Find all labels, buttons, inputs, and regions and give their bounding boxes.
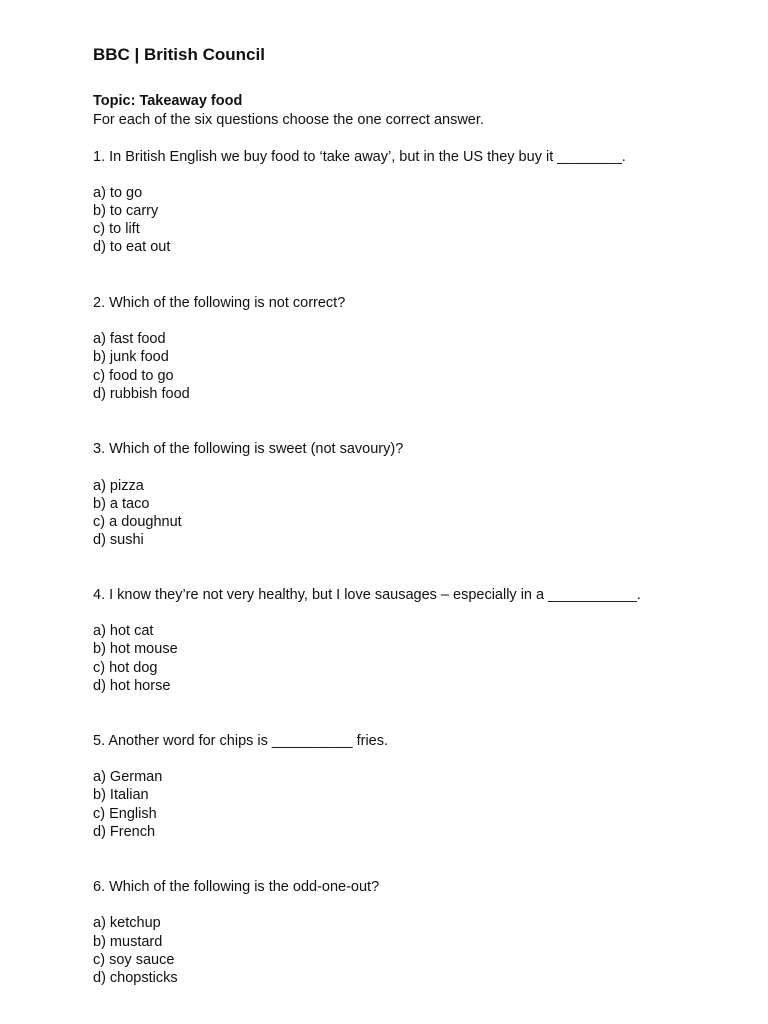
- answer-option: b) mustard: [93, 934, 163, 950]
- answer-option: c) to lift: [93, 221, 140, 237]
- worksheet-page: [93, 0, 743, 1024]
- answer-option: d) chopsticks: [93, 970, 178, 986]
- document-title: BBC | British Council: [93, 45, 265, 64]
- answer-option: c) English: [93, 806, 157, 822]
- answer-option: d) sushi: [93, 532, 144, 548]
- answer-option: b) junk food: [93, 349, 169, 365]
- answer-option: b) a taco: [93, 496, 150, 512]
- answer-option: c) food to go: [93, 368, 174, 384]
- answer-option: d) to eat out: [93, 239, 171, 255]
- answer-option: c) a doughnut: [93, 514, 182, 530]
- answer-option: a) hot cat: [93, 623, 154, 639]
- question-text: 3. Which of the following is sweet (not savoury)?: [93, 441, 404, 457]
- answer-option: a) to go: [93, 185, 143, 201]
- answer-option: d) hot horse: [93, 678, 171, 694]
- instructions-text: For each of the six questions choose the one correct answer.: [93, 112, 484, 128]
- answer-option: a) ketchup: [93, 915, 161, 931]
- answer-option: a) German: [93, 769, 163, 785]
- question-text: 1. In British English we buy food to ‘take away’, but in the US they buy it ________.: [93, 149, 626, 165]
- question-text: 5. Another word for chips is __________ fries.: [93, 733, 389, 749]
- question-text: 2. Which of the following is not correct?: [93, 295, 346, 311]
- answer-option: d) rubbish food: [93, 386, 190, 402]
- question-text: 6. Which of the following is the odd-one-out?: [93, 879, 380, 895]
- topic-heading: Topic: Takeaway food: [93, 93, 243, 109]
- answer-option: c) soy sauce: [93, 952, 175, 968]
- answer-option: b) Italian: [93, 787, 149, 803]
- answer-option: b) hot mouse: [93, 641, 178, 657]
- answer-option: a) fast food: [93, 331, 166, 347]
- question-text: 4. I know they’re not very healthy, but I love sausages – especially in a ___________.: [93, 587, 641, 603]
- answer-option: d) French: [93, 824, 156, 840]
- answer-option: b) to carry: [93, 203, 159, 219]
- answer-option: c) hot dog: [93, 660, 158, 676]
- answer-option: a) pizza: [93, 478, 144, 494]
